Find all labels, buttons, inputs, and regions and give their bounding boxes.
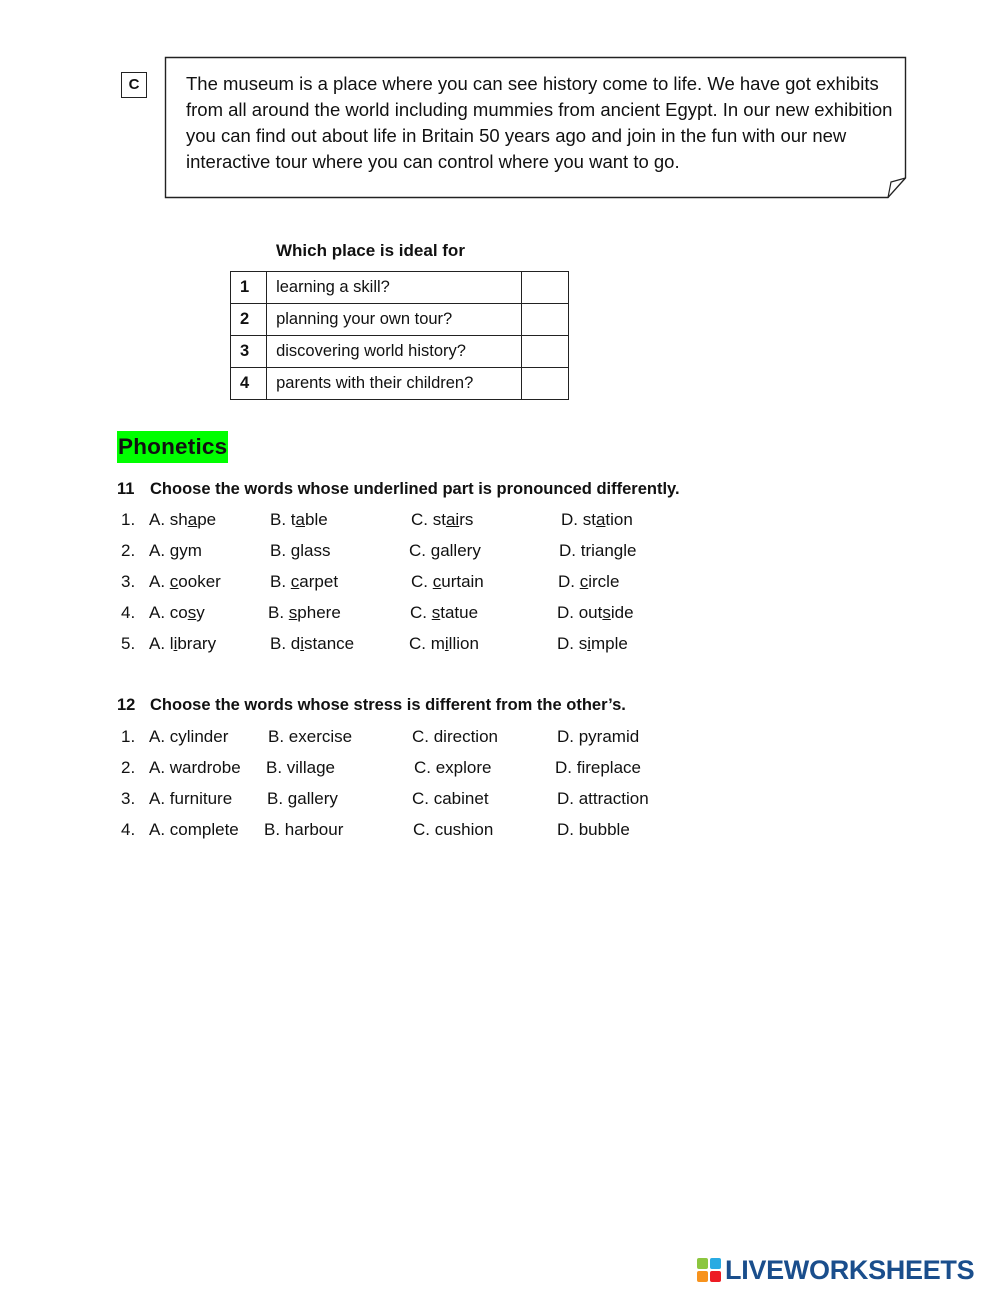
answer-option[interactable]: B. distance	[270, 634, 355, 653]
answer-option[interactable]: D. circle	[558, 572, 620, 591]
answer-option[interactable]: A. cosy	[149, 603, 205, 622]
question-row	[231, 304, 569, 336]
exercise-11-item	[121, 603, 821, 625]
answer-option[interactable]: C. gallery	[409, 541, 481, 560]
answer-option[interactable]: A. gym	[149, 541, 202, 560]
answer-option[interactable]: B. sphere	[268, 603, 341, 622]
exercise-12-item	[121, 820, 821, 842]
answer-option[interactable]: A. cooker	[149, 572, 221, 591]
answer-option[interactable]: D. triangle	[559, 541, 637, 560]
answer-option[interactable]: B. harbour	[264, 820, 344, 839]
answer-option[interactable]: B. table	[270, 510, 328, 529]
question-text: planning your own tour?	[267, 304, 522, 336]
exercise-12-item	[121, 727, 821, 749]
answer-option[interactable]: B. gallery	[267, 789, 338, 808]
exercise-12-heading	[117, 696, 626, 715]
question-text: learning a skill?	[267, 272, 522, 304]
exercise-12-item	[121, 789, 821, 811]
answer-option[interactable]: C. explore	[414, 758, 492, 777]
item-number: 2.	[121, 541, 136, 560]
exercise-12-item	[121, 758, 821, 780]
exercise-11-instruction: Choose the words whose underlined part is pronounced differently.	[150, 480, 680, 498]
answer-option[interactable]: D. outside	[557, 603, 634, 622]
question-number: 4	[231, 368, 267, 400]
answer-option[interactable]: D. bubble	[557, 820, 630, 839]
answer-cell[interactable]	[521, 272, 568, 304]
questions-title: Which place is ideal for	[276, 241, 465, 260]
answer-option[interactable]: B. village	[266, 758, 335, 777]
answer-option[interactable]: C. curtain	[411, 572, 484, 591]
answer-option[interactable]: C. stairs	[411, 510, 474, 529]
answer-option[interactable]: D. station	[561, 510, 633, 529]
item-number: 2.	[121, 758, 136, 777]
liveworksheets-logo	[697, 1255, 974, 1285]
answer-cell[interactable]	[521, 336, 568, 368]
answer-option[interactable]: C. statue	[410, 603, 479, 622]
section-c-label: C	[121, 72, 147, 98]
answer-option[interactable]: C. direction	[412, 727, 498, 746]
question-number: 2	[231, 304, 267, 336]
answer-option[interactable]: A. furniture	[149, 789, 233, 808]
answer-option[interactable]: A. library	[149, 634, 217, 653]
answer-option[interactable]: D. pyramid	[557, 727, 640, 746]
item-number: 3.	[121, 789, 136, 808]
answer-option[interactable]: A. complete	[149, 820, 239, 839]
answer-cell[interactable]	[521, 368, 568, 400]
item-number: 1.	[121, 727, 136, 746]
answer-option[interactable]: C. cabinet	[412, 789, 489, 808]
question-number: 3	[231, 336, 267, 368]
exercise-11-item	[121, 572, 821, 594]
exercise-11-heading	[117, 480, 680, 499]
answer-option[interactable]: D. simple	[557, 634, 628, 653]
answer-option[interactable]: C. million	[409, 634, 479, 653]
question-row	[231, 272, 569, 304]
answer-option[interactable]: A. cylinder	[149, 727, 229, 746]
answer-option[interactable]: B. exercise	[268, 727, 353, 746]
question-text: parents with their children?	[267, 368, 522, 400]
notice-text: The museum is a place where you can see history come to life. We have got exhibits from all around the world including mummies from ancient Egypt. In our new exhibition you can find out about life in Britain 50 years ago and join in the fun with our new interactive tour where you can control where you want to go.	[186, 73, 893, 172]
question-number: 1	[231, 272, 267, 304]
question-row	[231, 368, 569, 400]
item-number: 5.	[121, 634, 136, 653]
item-number: 3.	[121, 572, 136, 591]
answer-option[interactable]: D. attraction	[557, 789, 649, 808]
exercise-12-number: 12	[117, 696, 136, 714]
questions-table	[230, 271, 569, 400]
phonetics-heading: Phonetics	[117, 431, 228, 463]
answer-option[interactable]: A. shape	[149, 510, 217, 529]
exercise-11-number: 11	[117, 480, 135, 498]
answer-option[interactable]: B. carpet	[270, 572, 339, 591]
answer-cell[interactable]	[521, 304, 568, 336]
logo-text: LIVEWORKSHEETS	[725, 1254, 975, 1285]
logo-mark-icon	[697, 1258, 721, 1282]
exercise-11-item	[121, 634, 821, 656]
item-number: 4.	[121, 603, 136, 622]
answer-option[interactable]: C. cushion	[413, 820, 494, 839]
item-number: 1.	[121, 510, 136, 529]
question-row	[231, 336, 569, 368]
exercise-12-instruction: Choose the words whose stress is different from the other’s.	[150, 696, 626, 714]
exercise-11-item	[121, 510, 821, 532]
answer-option[interactable]: A. wardrobe	[149, 758, 241, 777]
question-text: discovering world history?	[267, 336, 522, 368]
answer-option[interactable]: D. fireplace	[555, 758, 641, 777]
item-number: 4.	[121, 820, 136, 839]
answer-option[interactable]: B. glass	[270, 541, 331, 560]
exercise-11-item	[121, 541, 821, 563]
